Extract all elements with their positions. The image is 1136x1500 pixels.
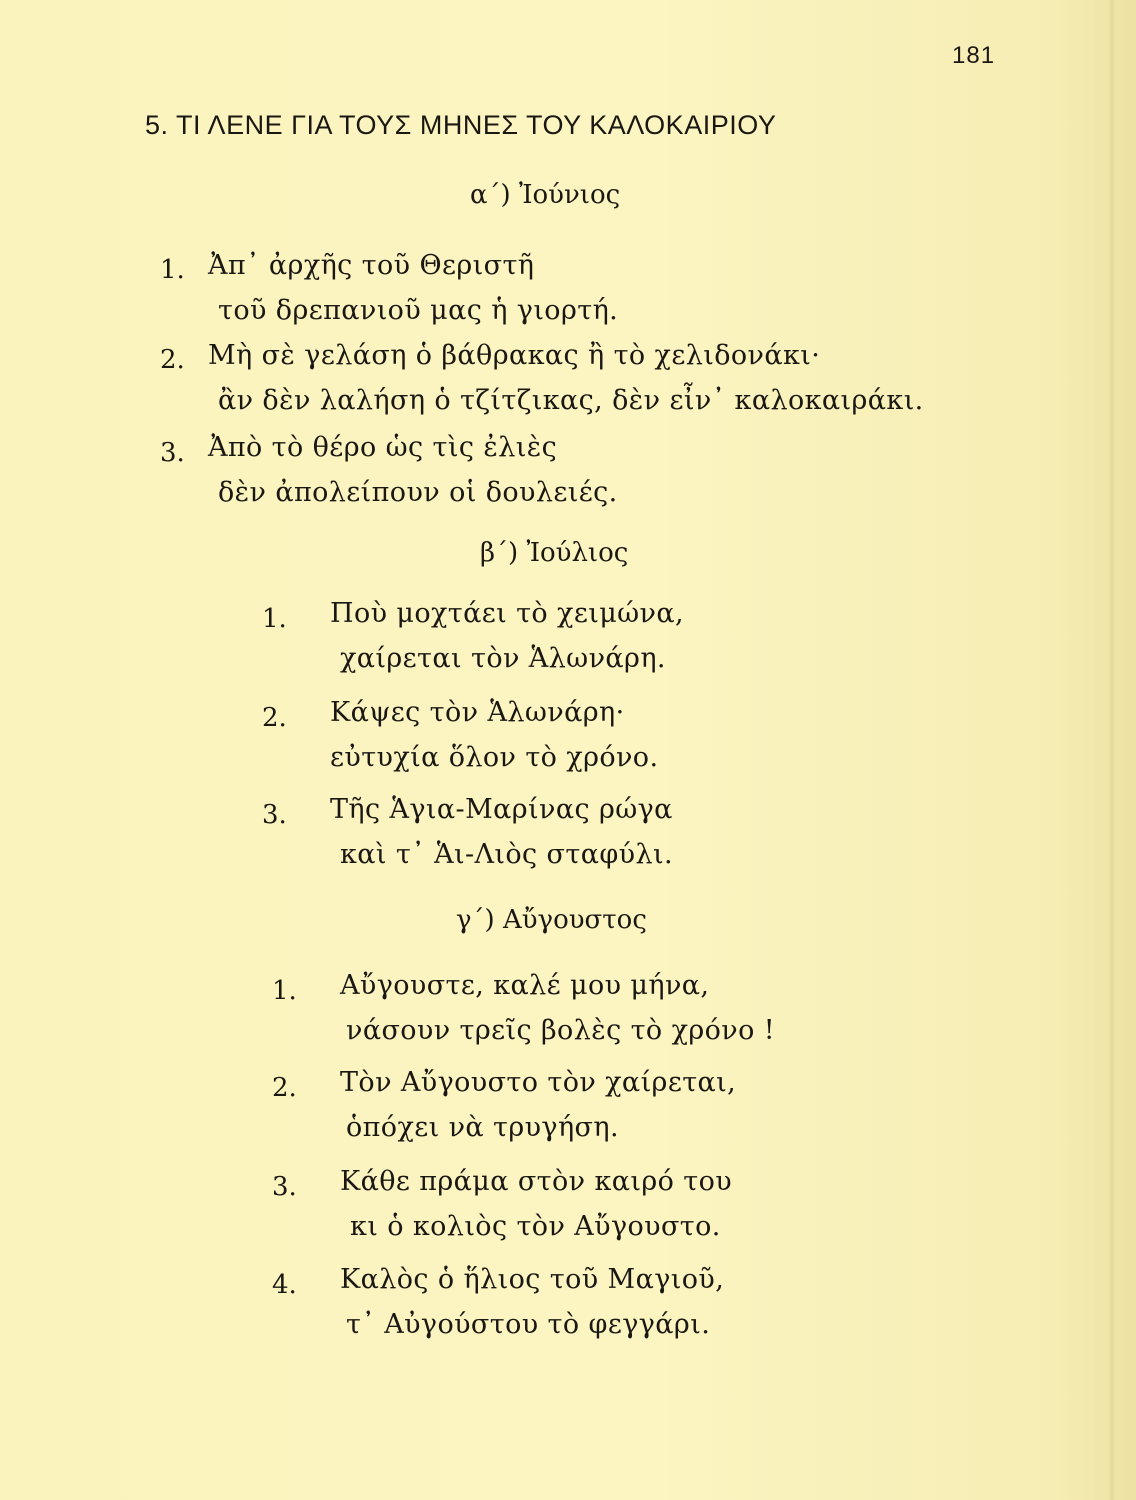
saying-line: τ᾽ Αὐγούστου τὸ φεγγάρι.: [346, 1309, 711, 1340]
saying-line: νάσουν τρεῖς βολὲς τὸ χρόνο !: [346, 1015, 775, 1046]
saying-line: κι ὁ κολιὸς τὸν Αὔγουστο.: [350, 1211, 721, 1242]
saying-line: δὲν ἀπολείπουν οἱ δουλειές.: [218, 477, 618, 508]
section-heading-june: α΄) Ἰούνιος: [470, 180, 621, 210]
saying-line: καὶ τ᾽ Ἁι-Λιὸς σταφύλι.: [340, 839, 673, 870]
saying-line: Καλὸς ὁ ἥλιος τοῦ Μαγιοῦ,: [340, 1264, 725, 1295]
saying-number: 3.: [160, 438, 185, 468]
saying-line: ἂν δὲν λαλήση ὁ τζίτζικας, δὲν εἶν᾽ καλοκαιράκι.: [218, 385, 924, 416]
saying-line: Ποὺ μοχτάει τὸ χειμώνα,: [330, 598, 684, 629]
chapter-title: 5. ΤΙ ΛΕΝΕ ΓΙΑ ΤΟΥΣ ΜΗΝΕΣ ΤΟΥ ΚΑΛΟΚΑΙΡΙΟΥ: [145, 110, 777, 140]
saying-line: Μὴ σὲ γελάση ὁ βάθρακας ἢ τὸ χελιδονάκι·: [208, 340, 821, 371]
saying-number: 2.: [160, 345, 185, 375]
saying-number: 3.: [262, 800, 287, 830]
saying-number: 1.: [262, 604, 287, 634]
saying-number: 1.: [160, 255, 185, 285]
page-number: 181: [952, 42, 996, 69]
saying-line: Κάθε πράμα στὸν καιρό του: [340, 1166, 733, 1197]
page-edge-shadow: [1110, 0, 1114, 1500]
saying-line: Τῆς Ἁγια-Μαρίνας ρώγα: [330, 794, 673, 825]
section-heading-august: γ΄) Αὔγουστος: [456, 905, 647, 935]
saying-number: 3.: [272, 1172, 297, 1202]
saying-line: Κάψες τὸν Ἁλωνάρη·: [330, 697, 625, 728]
saying-number: 1.: [272, 976, 297, 1006]
saying-line: Αὔγουστε, καλέ μου μήνα,: [340, 970, 710, 1001]
saying-number: 2.: [262, 703, 287, 733]
saying-line: Ἀπὸ τὸ θέρο ὡς τὶς ἐλιὲς: [208, 432, 558, 463]
saying-line: τοῦ δρεπανιοῦ μας ἡ γιορτή.: [218, 295, 619, 326]
section-heading-july: β΄) Ἰούλιος: [480, 538, 629, 568]
saying-number: 2.: [272, 1073, 297, 1103]
saying-number: 4.: [272, 1270, 297, 1300]
saying-line: Τὸν Αὔγουστο τὸν χαίρεται,: [340, 1067, 737, 1098]
saying-line: ὁπόχει νὰ τρυγήση.: [346, 1112, 619, 1143]
saying-line: Ἀπ᾽ ἀρχῆς τοῦ Θεριστῆ: [208, 250, 535, 281]
saying-line: εὐτυχία ὅλον τὸ χρόνο.: [330, 742, 659, 773]
saying-line: χαίρεται τὸν Ἁλωνάρη.: [340, 643, 666, 674]
